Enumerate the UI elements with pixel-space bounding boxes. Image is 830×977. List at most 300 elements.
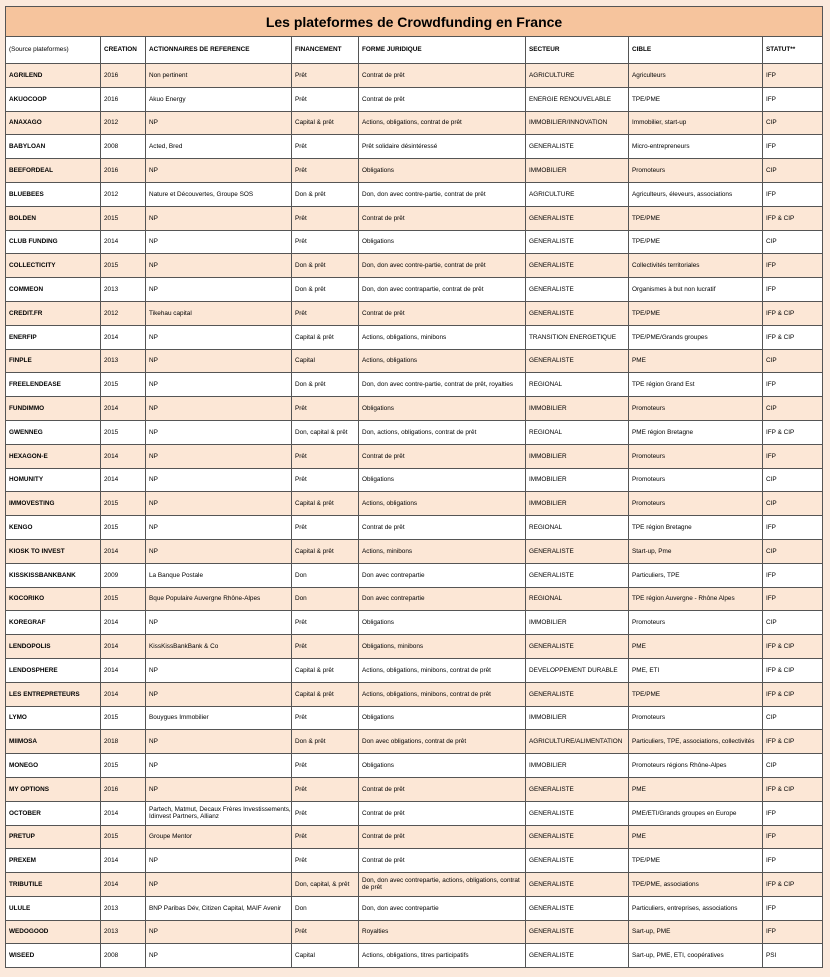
table-row xyxy=(6,278,823,302)
header-cible: CIBLE xyxy=(629,37,763,64)
cell-financement: Don & prêt xyxy=(292,254,359,278)
cell-forme-juridique: Obligations, minibons xyxy=(359,635,526,659)
cell-creation-year: 2016 xyxy=(101,159,146,183)
cell-statut: IFP xyxy=(763,444,823,468)
cell-cible: TPE/PME/Grands groupes xyxy=(629,325,763,349)
cell-forme-juridique: Contrat de prêt xyxy=(359,206,526,230)
cell-statut: IFP & CIP xyxy=(763,301,823,325)
cell-creation-year: 2016 xyxy=(101,64,146,88)
cell-platform-name: BOLDEN xyxy=(6,206,101,230)
cell-creation-year: 2014 xyxy=(101,873,146,897)
cell-cible: PME xyxy=(629,349,763,373)
crowdfunding-table xyxy=(5,6,823,968)
cell-financement: Capital & prêt xyxy=(292,325,359,349)
cell-cible: Promoteurs régions Rhône-Alpes xyxy=(629,754,763,778)
cell-financement: Prêt xyxy=(292,635,359,659)
cell-cible: Promoteurs xyxy=(629,706,763,730)
cell-actionnaires: NP xyxy=(146,206,292,230)
cell-platform-name: PREXEM xyxy=(6,849,101,873)
cell-actionnaires: NP xyxy=(146,777,292,801)
cell-platform-name: LENDOPOLIS xyxy=(6,635,101,659)
table-row xyxy=(6,730,823,754)
cell-forme-juridique: Actions, obligations, minibons, contrat de prêt xyxy=(359,658,526,682)
cell-cible: Agriculteurs, éleveurs, associations xyxy=(629,182,763,206)
table-row xyxy=(6,635,823,659)
cell-cible: Sart-up, PME xyxy=(629,920,763,944)
cell-forme-juridique: Contrat de prêt xyxy=(359,301,526,325)
cell-secteur: GENERALISTE xyxy=(526,682,629,706)
cell-statut: CIP xyxy=(763,230,823,254)
cell-secteur: GENERALISTE xyxy=(526,301,629,325)
cell-platform-name: AKUOCOOP xyxy=(6,87,101,111)
cell-actionnaires: NP xyxy=(146,325,292,349)
header-forme-juridique: FORME JURIDIQUE xyxy=(359,37,526,64)
table-row xyxy=(6,420,823,444)
cell-forme-juridique: Obligations xyxy=(359,706,526,730)
cell-creation-year: 2014 xyxy=(101,325,146,349)
cell-creation-year: 2015 xyxy=(101,373,146,397)
cell-statut: CIP xyxy=(763,611,823,635)
cell-secteur: GENERALISTE xyxy=(526,563,629,587)
cell-actionnaires: NP xyxy=(146,444,292,468)
cell-statut: CIP xyxy=(763,468,823,492)
table-row xyxy=(6,658,823,682)
cell-forme-juridique: Obligations xyxy=(359,754,526,778)
cell-cible: Promoteurs xyxy=(629,159,763,183)
cell-financement: Don, capital & prêt xyxy=(292,420,359,444)
table-row xyxy=(6,254,823,278)
cell-creation-year: 2015 xyxy=(101,420,146,444)
cell-creation-year: 2014 xyxy=(101,397,146,421)
table-row xyxy=(6,706,823,730)
cell-statut: IFP xyxy=(763,896,823,920)
cell-creation-year: 2012 xyxy=(101,111,146,135)
cell-forme-juridique: Obligations xyxy=(359,397,526,421)
cell-statut: CIP xyxy=(763,706,823,730)
cell-cible: TPE/PME xyxy=(629,301,763,325)
cell-creation-year: 2015 xyxy=(101,206,146,230)
cell-financement: Prêt xyxy=(292,301,359,325)
cell-financement: Capital & prêt xyxy=(292,539,359,563)
cell-statut: IFP & CIP xyxy=(763,325,823,349)
cell-statut: IFP xyxy=(763,135,823,159)
cell-platform-name: GWENNEG xyxy=(6,420,101,444)
cell-creation-year: 2018 xyxy=(101,730,146,754)
cell-cible: Particuliers, TPE xyxy=(629,563,763,587)
cell-platform-name: WISEED xyxy=(6,944,101,968)
cell-platform-name: KOREGRAF xyxy=(6,611,101,635)
cell-actionnaires: NP xyxy=(146,468,292,492)
cell-financement: Prêt xyxy=(292,397,359,421)
cell-financement: Capital & prêt xyxy=(292,658,359,682)
cell-creation-year: 2013 xyxy=(101,920,146,944)
table-row xyxy=(6,182,823,206)
cell-platform-name: LES ENTREPRETEURS xyxy=(6,682,101,706)
table-row xyxy=(6,682,823,706)
cell-financement: Prêt xyxy=(292,64,359,88)
cell-financement: Prêt xyxy=(292,611,359,635)
cell-secteur: IMMOBILIER xyxy=(526,444,629,468)
cell-financement: Prêt xyxy=(292,706,359,730)
cell-secteur: IMMOBILIER xyxy=(526,492,629,516)
cell-creation-year: 2014 xyxy=(101,658,146,682)
cell-statut: IFP & CIP xyxy=(763,658,823,682)
cell-financement: Don & prêt xyxy=(292,730,359,754)
cell-cible: PME/ETI/Grands groupes en Europe xyxy=(629,801,763,825)
page-title: Les plateformes de Crowdfunding en France xyxy=(6,7,823,37)
cell-cible: PME xyxy=(629,635,763,659)
cell-secteur: REGIONAL xyxy=(526,587,629,611)
header-statut: STATUT** xyxy=(763,37,823,64)
cell-forme-juridique: Contrat de prêt xyxy=(359,777,526,801)
cell-statut: CIP xyxy=(763,492,823,516)
cell-platform-name: TRIBUTILE xyxy=(6,873,101,897)
cell-secteur: REGIONAL xyxy=(526,516,629,540)
cell-platform-name: HOMUNITY xyxy=(6,468,101,492)
cell-actionnaires: Acted, Bred xyxy=(146,135,292,159)
cell-financement: Prêt xyxy=(292,920,359,944)
table-row xyxy=(6,301,823,325)
cell-creation-year: 2014 xyxy=(101,682,146,706)
cell-creation-year: 2015 xyxy=(101,825,146,849)
cell-secteur: GENERALISTE xyxy=(526,230,629,254)
table-row xyxy=(6,611,823,635)
cell-cible: TPE/PME xyxy=(629,849,763,873)
cell-statut: CIP xyxy=(763,754,823,778)
cell-creation-year: 2012 xyxy=(101,182,146,206)
cell-actionnaires: NP xyxy=(146,944,292,968)
cell-statut: IFP xyxy=(763,64,823,88)
cell-platform-name: BEEFORDEAL xyxy=(6,159,101,183)
table-row xyxy=(6,754,823,778)
cell-secteur: GENERALISTE xyxy=(526,849,629,873)
cell-secteur: IMMOBILIER xyxy=(526,468,629,492)
cell-forme-juridique: Don, don avec contrapartie, contrat de prêt xyxy=(359,278,526,302)
table-row xyxy=(6,896,823,920)
cell-platform-name: FUNDIMMO xyxy=(6,397,101,421)
cell-secteur: AGRICULTURE xyxy=(526,182,629,206)
cell-actionnaires: NP xyxy=(146,658,292,682)
cell-platform-name: ULULE xyxy=(6,896,101,920)
cell-statut: IFP xyxy=(763,801,823,825)
table-row xyxy=(6,492,823,516)
cell-secteur: REGIONAL xyxy=(526,373,629,397)
cell-statut: CIP xyxy=(763,397,823,421)
cell-statut: IFP xyxy=(763,920,823,944)
cell-actionnaires: NP xyxy=(146,849,292,873)
cell-cible: Micro-entrepreneurs xyxy=(629,135,763,159)
cell-financement: Capital xyxy=(292,944,359,968)
cell-actionnaires: NP xyxy=(146,111,292,135)
cell-statut: IFP xyxy=(763,563,823,587)
cell-forme-juridique: Actions, obligations, minibons xyxy=(359,325,526,349)
cell-cible: TPE région Grand Est xyxy=(629,373,763,397)
cell-actionnaires: NP xyxy=(146,730,292,754)
cell-financement: Don xyxy=(292,563,359,587)
cell-cible: PME région Bretagne xyxy=(629,420,763,444)
cell-financement: Don xyxy=(292,896,359,920)
cell-actionnaires: NP xyxy=(146,754,292,778)
cell-actionnaires: Non pertinent xyxy=(146,64,292,88)
cell-financement: Prêt xyxy=(292,230,359,254)
cell-cible: Start-up, Pme xyxy=(629,539,763,563)
cell-creation-year: 2014 xyxy=(101,801,146,825)
cell-platform-name: COMMEON xyxy=(6,278,101,302)
cell-financement: Prêt xyxy=(292,468,359,492)
cell-secteur: GENERALISTE xyxy=(526,944,629,968)
table-row xyxy=(6,397,823,421)
cell-forme-juridique: Contrat de prêt xyxy=(359,64,526,88)
cell-forme-juridique: Actions, obligations, contrat de prêt xyxy=(359,111,526,135)
table-row xyxy=(6,64,823,88)
cell-statut: IFP xyxy=(763,825,823,849)
cell-secteur: GENERALISTE xyxy=(526,777,629,801)
cell-forme-juridique: Don, don avec contrepartie xyxy=(359,896,526,920)
cell-actionnaires: NP xyxy=(146,349,292,373)
cell-financement: Prêt xyxy=(292,516,359,540)
cell-secteur: AGRICULTURE/ALIMENTATION xyxy=(526,730,629,754)
table-row xyxy=(6,230,823,254)
cell-secteur: GENERALISTE xyxy=(526,278,629,302)
cell-statut: CIP xyxy=(763,159,823,183)
cell-platform-name: ANAXAGO xyxy=(6,111,101,135)
table-row xyxy=(6,825,823,849)
cell-forme-juridique: Contrat de prêt xyxy=(359,801,526,825)
cell-cible: TPE/PME, associations xyxy=(629,873,763,897)
cell-platform-name: MY OPTIONS xyxy=(6,777,101,801)
cell-creation-year: 2014 xyxy=(101,635,146,659)
cell-actionnaires: KissKissBankBank & Co xyxy=(146,635,292,659)
table-row xyxy=(6,444,823,468)
cell-financement: Don xyxy=(292,587,359,611)
cell-financement: Capital & prêt xyxy=(292,111,359,135)
cell-creation-year: 2013 xyxy=(101,896,146,920)
cell-cible: PME xyxy=(629,777,763,801)
cell-secteur: IMMOBILIER/INNOVATION xyxy=(526,111,629,135)
cell-actionnaires: Nature et Découvertes, Groupe SOS xyxy=(146,182,292,206)
cell-creation-year: 2012 xyxy=(101,301,146,325)
cell-creation-year: 2008 xyxy=(101,944,146,968)
cell-creation-year: 2015 xyxy=(101,706,146,730)
cell-cible: Promoteurs xyxy=(629,444,763,468)
table-row xyxy=(6,920,823,944)
cell-actionnaires: NP xyxy=(146,920,292,944)
cell-forme-juridique: Royalties xyxy=(359,920,526,944)
crowdfunding-table-frame xyxy=(5,6,822,968)
cell-forme-juridique: Don avec contrepartie xyxy=(359,563,526,587)
cell-secteur: GENERALISTE xyxy=(526,825,629,849)
table-row xyxy=(6,944,823,968)
cell-platform-name: OCTOBER xyxy=(6,801,101,825)
cell-forme-juridique: Actions, obligations, titres participatifs xyxy=(359,944,526,968)
cell-creation-year: 2014 xyxy=(101,539,146,563)
cell-financement: Prêt xyxy=(292,825,359,849)
cell-actionnaires: NP xyxy=(146,682,292,706)
table-row xyxy=(6,349,823,373)
cell-platform-name: ENERFIP xyxy=(6,325,101,349)
cell-financement: Prêt xyxy=(292,159,359,183)
cell-cible: TPE/PME xyxy=(629,206,763,230)
cell-platform-name: CLUB FUNDING xyxy=(6,230,101,254)
cell-financement: Don & prêt xyxy=(292,182,359,206)
header-financement: FINANCEMENT xyxy=(292,37,359,64)
cell-forme-juridique: Don, don avec contrepartie, actions, obligations, contrat de prêt xyxy=(359,873,526,897)
cell-platform-name: MONEGO xyxy=(6,754,101,778)
cell-forme-juridique: Obligations xyxy=(359,159,526,183)
cell-forme-juridique: Actions, obligations, minibons, contrat de prêt xyxy=(359,682,526,706)
cell-creation-year: 2008 xyxy=(101,135,146,159)
cell-platform-name: BLUEBEES xyxy=(6,182,101,206)
cell-statut: IFP xyxy=(763,516,823,540)
header-source: (Source plateformes) xyxy=(6,37,101,64)
cell-creation-year: 2014 xyxy=(101,230,146,254)
cell-secteur: DEVELOPPEMENT DURABLE xyxy=(526,658,629,682)
cell-statut: PSI xyxy=(763,944,823,968)
cell-secteur: ENERGIE RENOUVELABLE xyxy=(526,87,629,111)
cell-financement: Prêt xyxy=(292,206,359,230)
cell-statut: IFP & CIP xyxy=(763,730,823,754)
cell-cible: Promoteurs xyxy=(629,397,763,421)
cell-forme-juridique: Actions, obligations xyxy=(359,349,526,373)
cell-forme-juridique: Contrat de prêt xyxy=(359,849,526,873)
cell-secteur: AGRICULTURE xyxy=(526,64,629,88)
cell-creation-year: 2014 xyxy=(101,468,146,492)
cell-statut: IFP xyxy=(763,849,823,873)
table-row xyxy=(6,373,823,397)
cell-actionnaires: Partech, Matmut, Decaux Frères Investissements, Idinvest Partners, Allianz xyxy=(146,801,292,825)
cell-platform-name: KISSKISSBANKBANK xyxy=(6,563,101,587)
cell-statut: IFP xyxy=(763,587,823,611)
cell-financement: Capital & prêt xyxy=(292,682,359,706)
cell-cible: TPE/PME xyxy=(629,87,763,111)
cell-cible: Agriculteurs xyxy=(629,64,763,88)
cell-forme-juridique: Contrat de prêt xyxy=(359,825,526,849)
cell-platform-name: BABYLOAN xyxy=(6,135,101,159)
cell-forme-juridique: Don, actions, obligations, contrat de prêt xyxy=(359,420,526,444)
cell-creation-year: 2015 xyxy=(101,754,146,778)
cell-secteur: IMMOBILIER xyxy=(526,611,629,635)
cell-platform-name: AGRILEND xyxy=(6,64,101,88)
cell-platform-name: FINPLE xyxy=(6,349,101,373)
cell-statut: IFP & CIP xyxy=(763,777,823,801)
cell-secteur: IMMOBILIER xyxy=(526,397,629,421)
cell-actionnaires: NP xyxy=(146,159,292,183)
cell-actionnaires: BNP Paribas Dév, Citizen Capital, MAIF Avenir xyxy=(146,896,292,920)
cell-forme-juridique: Obligations xyxy=(359,468,526,492)
cell-statut: IFP & CIP xyxy=(763,682,823,706)
cell-cible: Promoteurs xyxy=(629,492,763,516)
table-row xyxy=(6,159,823,183)
cell-financement: Prêt xyxy=(292,444,359,468)
cell-platform-name: PRETUP xyxy=(6,825,101,849)
cell-secteur: GENERALISTE xyxy=(526,920,629,944)
cell-secteur: IMMOBILIER xyxy=(526,754,629,778)
table-body xyxy=(6,37,823,968)
cell-secteur: GENERALISTE xyxy=(526,539,629,563)
cell-statut: IFP xyxy=(763,182,823,206)
cell-cible: Promoteurs xyxy=(629,468,763,492)
cell-platform-name: KIOSK TO INVEST xyxy=(6,539,101,563)
cell-creation-year: 2014 xyxy=(101,444,146,468)
cell-actionnaires: NP xyxy=(146,278,292,302)
cell-actionnaires: NP xyxy=(146,516,292,540)
table-row xyxy=(6,539,823,563)
cell-statut: IFP xyxy=(763,373,823,397)
cell-forme-juridique: Actions, minibons xyxy=(359,539,526,563)
cell-financement: Prêt xyxy=(292,754,359,778)
cell-forme-juridique: Contrat de prêt xyxy=(359,444,526,468)
cell-secteur: GENERALISTE xyxy=(526,801,629,825)
cell-actionnaires: NP xyxy=(146,492,292,516)
table-row xyxy=(6,873,823,897)
cell-statut: CIP xyxy=(763,111,823,135)
cell-secteur: IMMOBILIER xyxy=(526,159,629,183)
cell-cible: Organismes à but non lucratif xyxy=(629,278,763,302)
cell-financement: Don, capital, & prêt xyxy=(292,873,359,897)
cell-financement: Don & prêt xyxy=(292,373,359,397)
table-row xyxy=(6,563,823,587)
cell-statut: IFP xyxy=(763,254,823,278)
cell-actionnaires: Akuo Energy xyxy=(146,87,292,111)
cell-forme-juridique: Don, don avec contre-partie, contrat de prêt xyxy=(359,182,526,206)
cell-secteur: GENERALISTE xyxy=(526,873,629,897)
cell-actionnaires: NP xyxy=(146,397,292,421)
cell-statut: IFP & CIP xyxy=(763,206,823,230)
cell-platform-name: MIIMOSA xyxy=(6,730,101,754)
cell-actionnaires: NP xyxy=(146,373,292,397)
cell-creation-year: 2016 xyxy=(101,777,146,801)
cell-creation-year: 2014 xyxy=(101,849,146,873)
cell-forme-juridique: Prêt solidaire désintéressé xyxy=(359,135,526,159)
cell-statut: CIP xyxy=(763,539,823,563)
table-row xyxy=(6,135,823,159)
column-header-row xyxy=(6,37,823,64)
cell-platform-name: KENGO xyxy=(6,516,101,540)
cell-financement: Capital xyxy=(292,349,359,373)
header-actionnaires: ACTIONNAIRES DE REFERENCE xyxy=(146,37,292,64)
cell-secteur: TRANSITION ENERGETIQUE xyxy=(526,325,629,349)
cell-creation-year: 2015 xyxy=(101,587,146,611)
table-row xyxy=(6,587,823,611)
cell-actionnaires: NP xyxy=(146,611,292,635)
cell-forme-juridique: Don, don avec contre-partie, contrat de prêt, royalties xyxy=(359,373,526,397)
table-row xyxy=(6,87,823,111)
cell-cible: Particuliers, entreprises, associations xyxy=(629,896,763,920)
cell-platform-name: LYMO xyxy=(6,706,101,730)
cell-statut: CIP xyxy=(763,349,823,373)
cell-statut: IFP & CIP xyxy=(763,873,823,897)
cell-actionnaires: NP xyxy=(146,230,292,254)
cell-forme-juridique: Don avec contrepartie xyxy=(359,587,526,611)
cell-secteur: GENERALISTE xyxy=(526,635,629,659)
cell-forme-juridique: Obligations xyxy=(359,230,526,254)
header-creation: CREATION xyxy=(101,37,146,64)
table-row xyxy=(6,468,823,492)
cell-creation-year: 2016 xyxy=(101,87,146,111)
cell-financement: Don & prêt xyxy=(292,278,359,302)
cell-cible: TPE/PME xyxy=(629,682,763,706)
cell-financement: Prêt xyxy=(292,849,359,873)
cell-secteur: GENERALISTE xyxy=(526,349,629,373)
table-row xyxy=(6,777,823,801)
cell-financement: Prêt xyxy=(292,801,359,825)
cell-creation-year: 2015 xyxy=(101,516,146,540)
cell-forme-juridique: Actions, obligations xyxy=(359,492,526,516)
cell-forme-juridique: Contrat de prêt xyxy=(359,516,526,540)
cell-platform-name: LENDOSPHERE xyxy=(6,658,101,682)
cell-actionnaires: Bque Populaire Auvergne Rhône-Alpes xyxy=(146,587,292,611)
table-row xyxy=(6,206,823,230)
